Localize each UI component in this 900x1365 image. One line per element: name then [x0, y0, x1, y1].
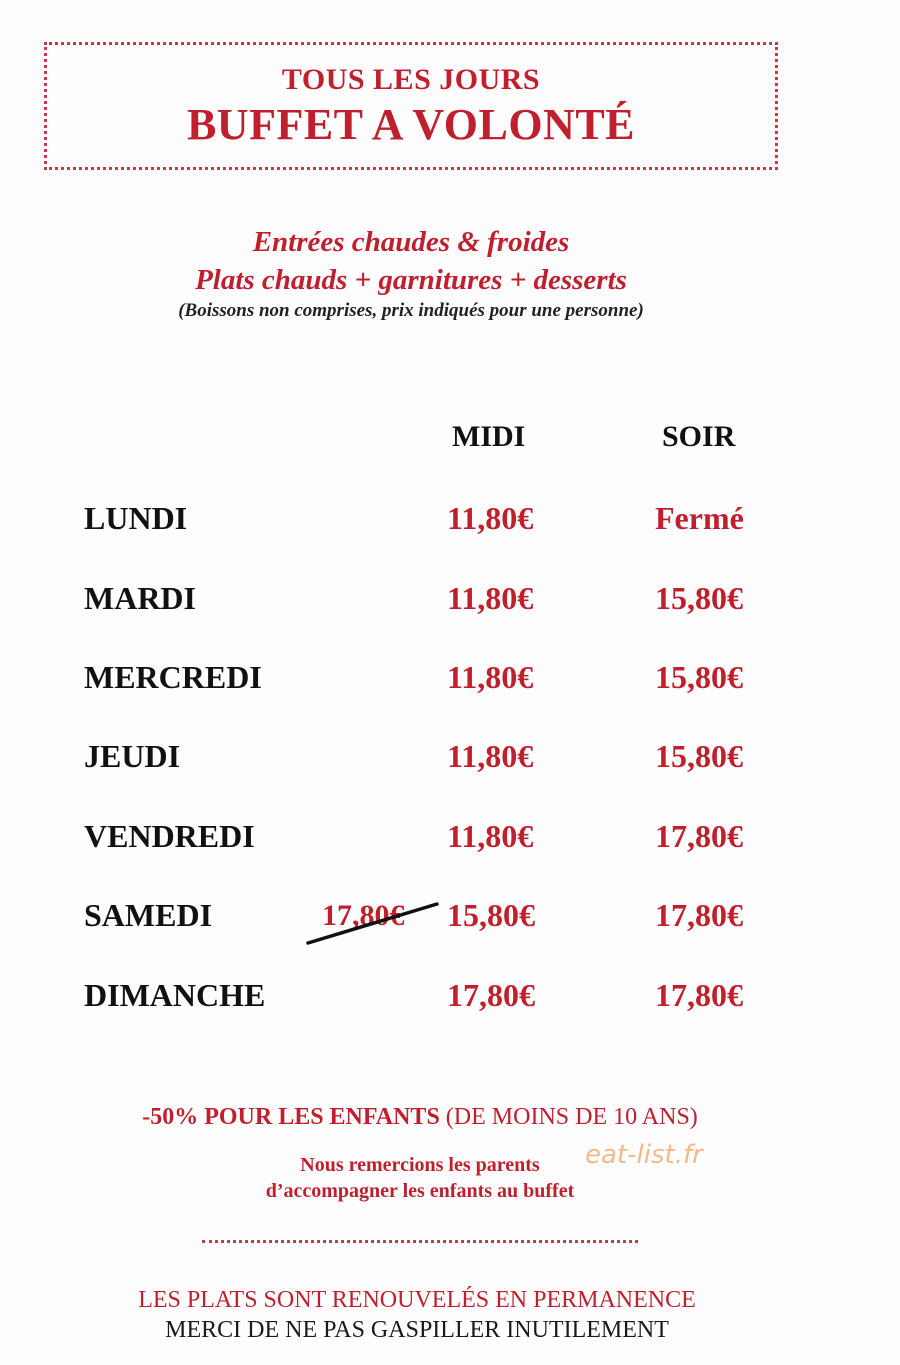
price-row-jeudi	[0, 738, 900, 788]
discount-bold: -50% POUR LES ENFANTS	[142, 1104, 440, 1130]
footer-line-1: LES PLATS SONT RENOUVELÉS EN PERMANENCE	[138, 1287, 696, 1313]
strikethrough-line	[305, 901, 440, 949]
price-row-mardi	[0, 580, 900, 630]
price-midi: 11,80€	[447, 818, 534, 854]
column-header-soir: SOIR	[662, 420, 736, 453]
day-label: VENDREDI	[84, 818, 255, 854]
day-label: MERCREDI	[84, 659, 262, 695]
old-price-crossed-out: 17,80€	[322, 899, 405, 932]
price-midi: 11,80€	[447, 738, 534, 774]
price-row-mercredi	[0, 659, 900, 709]
price-midi: 15,80€	[447, 897, 535, 933]
header-box	[44, 42, 778, 170]
watermark: eat-list.fr	[585, 1140, 703, 1170]
day-label: LUNDI	[84, 500, 188, 536]
price-soir: Fermé	[655, 500, 744, 536]
price-soir: 17,80€	[655, 818, 743, 854]
header-subtitle: TOUS LES JOURS	[281, 63, 541, 96]
children-discount	[0, 1104, 840, 1131]
day-label: SAMEDI	[84, 897, 213, 933]
header-title: BUFFET A VOLONTÉ	[186, 100, 636, 149]
price-soir: 15,80€	[655, 580, 743, 616]
day-label: MARDI	[84, 580, 196, 616]
intro-note: (Boissons non comprises, prix indiqués pour une personne)	[178, 300, 644, 321]
price-row-dimanche	[0, 977, 900, 1027]
price-soir: 17,80€	[655, 897, 743, 933]
thanks-line-1: Nous remercions les parents	[300, 1154, 540, 1176]
price-soir: 15,80€	[655, 738, 743, 774]
day-label: DIMANCHE	[84, 977, 266, 1013]
price-midi: 11,80€	[447, 580, 534, 616]
day-label: JEUDI	[84, 738, 181, 774]
dotted-divider	[202, 1240, 638, 1243]
intro-line-2: Plats chauds + garnitures + desserts	[195, 264, 627, 296]
column-header-midi: MIDI	[452, 420, 526, 453]
price-midi: 17,80€	[447, 977, 535, 1013]
price-soir: 17,80€	[655, 977, 743, 1013]
price-midi: 11,80€	[447, 659, 534, 695]
intro-line-1: Entrées chaudes & froides	[252, 226, 570, 258]
discount-rest: (DE MOINS DE 10 ANS)	[445, 1104, 698, 1130]
thanks-line-2: d’accompagner les enfants au buffet	[265, 1180, 575, 1202]
price-midi: 11,80€	[447, 500, 534, 536]
price-row-samedi	[0, 897, 900, 947]
price-row-lundi	[0, 500, 900, 550]
price-row-vendredi	[0, 818, 900, 868]
price-soir: 15,80€	[655, 659, 743, 695]
footer-line-2: MERCI DE NE PAS GASPILLER INUTILEMENT	[165, 1317, 669, 1343]
